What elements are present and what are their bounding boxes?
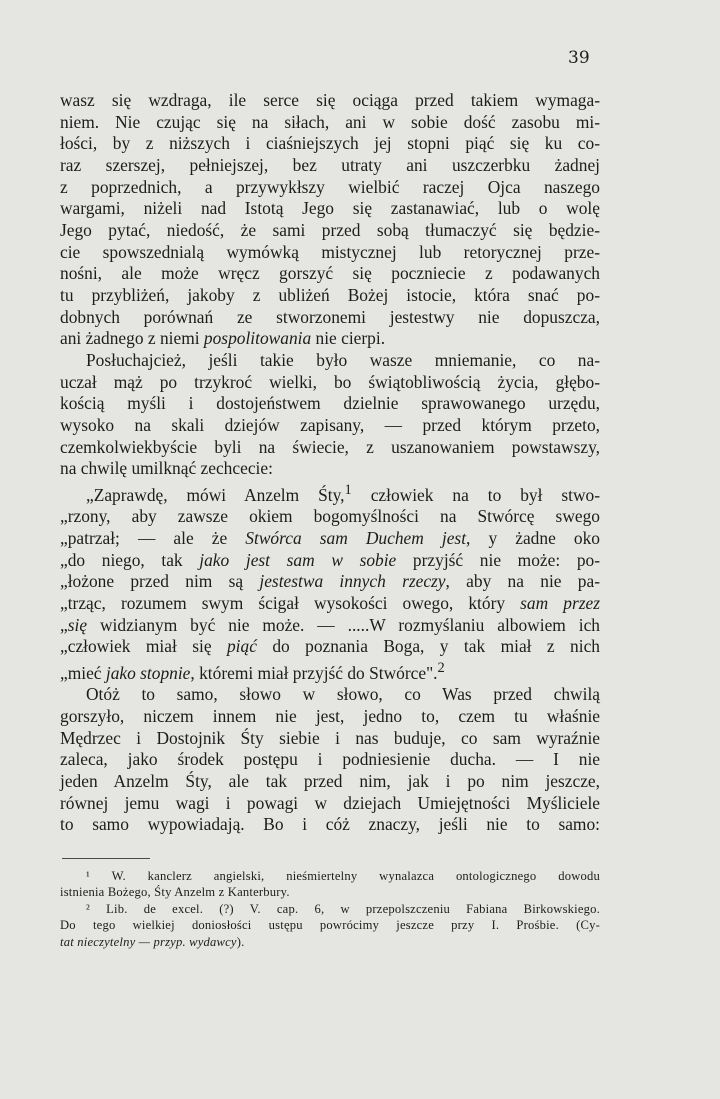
- text-line: wysoko na skali dziejów zapisany, — przed którym przeto,: [60, 414, 600, 435]
- text-line: wasz się wzdraga, ile serce się ociąga przed takiem wymaga-: [60, 90, 600, 110]
- text-line: gorszyło, niczem innem nie jest, jedno to, czem tu właśnie: [60, 705, 600, 726]
- text-line: cie spowszednialą wymówką mistycznej lub retorycznej prze-: [60, 241, 600, 262]
- text-line: czemkolwiekbyście byli na świecie, z uszanowaniem powstawszy,: [60, 436, 600, 457]
- footnote-line: ² Lib. de excel. (?) V. cap. 6, w przepolszczeniu Fabiana Birkowskiego.: [86, 901, 600, 916]
- text-line: kością myśli i dostojeństwem dzielnie sprawowanego urzędu,: [60, 393, 600, 414]
- text-line: uczał mąż po trzykroć wielki, bo świątobliwością życia, głębo-: [60, 371, 600, 392]
- text-line: „łożone przed nim są jestestwa innych rzeczy, aby na nie pa-: [60, 571, 600, 592]
- text-line: Mędrzec i Dostojnik Śty siebie i nas buduje, co sam wyraźnie: [60, 727, 600, 748]
- text-line: wargami, niżeli nad Istotą Jego się zastanawiać, lub o wolę: [60, 198, 600, 219]
- text-line: Posłuchajcież, jeśli takie było wasze mniemanie, co na-: [86, 349, 600, 370]
- text-line: tu przybliżeń, jakoby z ubliżeń Bożej istocie, która snać po-: [60, 284, 600, 305]
- text-line: jeden Anzelm Śty, ale tak przed nim, jak i po nim jeszcze,: [60, 770, 600, 791]
- text-line: „się widzianym być nie może. — .....W rozmyślaniu albowiem ich: [60, 614, 600, 635]
- text-line: niem. Nie czując się na siłach, ani w sobie dość zasobu mi-: [60, 111, 600, 132]
- footnote-line: istnienia Bożego, Śty Anzelm z Kanterbury.: [60, 885, 290, 900]
- text-line: dobnych porównań ze stworzonemi jestestwy nie dopuszcza,: [60, 306, 600, 327]
- text-line: „mieć jako stopnie, któremi miał przyjść do Stwórce".$^2$: [60, 659, 445, 683]
- text-line: „do niego, tak jako jest sam w sobie przyjść nie może: po-: [60, 549, 600, 570]
- text-line: Jego pytać, niedość, że sami przed sobą tłumaczyć się będzie-: [60, 219, 600, 240]
- text-line: na chwilę umilknąć zechcecie:: [60, 458, 273, 479]
- text-line: to samo wypowiadają. Bo i cóż znaczy, jeśli nie to samo:: [60, 814, 600, 835]
- text-line: „trząc, rozumem swym ścigał wysokości owego, który sam przez: [60, 592, 600, 613]
- footnote-separator: [62, 858, 150, 859]
- text-line: Otóż to samo, słowo w słowo, co Was przed chwilą: [86, 684, 600, 705]
- footnote-line: ¹ W. kanclerz angielski, nieśmiertelny wynalazca ontologicznego dowodu: [86, 869, 600, 883]
- page-number: 39: [568, 48, 590, 68]
- footnote-line: Do tego wielkiej doniosłości ustępu powrócimy jeszcze przy I. Prośbie. (Cy-: [60, 918, 600, 933]
- text-line: łości, by z niższych i ciaśniejszych jej stopni piąć się ku co-: [60, 133, 600, 154]
- text-line: ani żadnego z niemi pospolitowania nie cierpi.: [60, 328, 386, 349]
- footnote-line: tat nieczytelny — przyp. wydawcy).: [60, 934, 245, 949]
- text-line: „człowiek miał się piąć do poznania Boga, y tak miał z nich: [60, 636, 600, 657]
- text-line: „rzony, aby zawsze okiem bogomyślności na Stwórcę swego: [60, 506, 600, 527]
- text-line: równej jemu wagi i powagi w dziejach Umiejętności Myśliciele: [60, 792, 600, 813]
- body-text: [60, 90, 600, 836]
- text-line: raz szerszej, pełniejszej, bez utraty ani uszczerbku żadnej: [60, 154, 600, 175]
- text-line: „patrzał; — ale że Stwórca sam Duchem jest, y żadne oko: [60, 527, 600, 548]
- text-line: z poprzednich, a przywykłszy wielbić raczej Ojca naszego: [60, 176, 600, 197]
- text-line: zaleca, jako środek postępu i podniesienie ducha. — I nie: [60, 749, 600, 770]
- text-line: nośni, ale może wręcz gorszyć się poczniecie z podawanych: [60, 263, 600, 284]
- footnotes: [60, 868, 600, 950]
- text-line: „Zaprawdę, mówi Anzelm Śty,$^1$ człowiek na to był stwo-: [86, 481, 601, 505]
